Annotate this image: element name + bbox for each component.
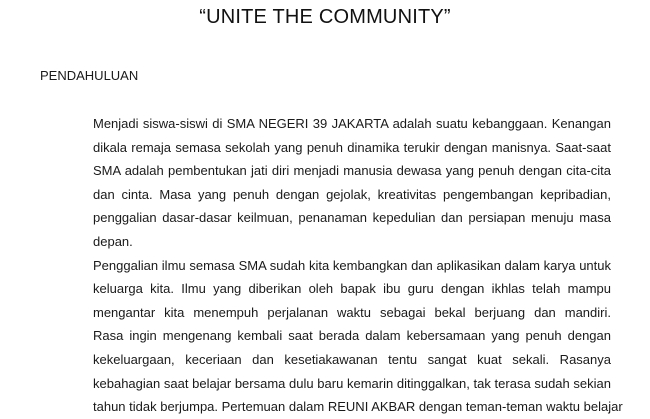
text-line: depan. [93, 233, 133, 249]
text-line: dan cinta. Masa yang penuh dengan gejolak, kreativitas pengembangan kepribadian, [93, 186, 611, 202]
paragraph-2 [93, 254, 623, 419]
text-line: mengantar kita menempuh perjalanan waktu sebagai bekal berjuang dan mandiri. [93, 304, 611, 320]
document-body [93, 112, 623, 419]
text-line: dikala remaja semasa sekolah yang penuh dinamika terukir dengan manisnya. Saat-saat [93, 139, 611, 155]
text-line: penggalian dasar-dasar keilmuan, penanaman kepedulian dan persiapan menuju masa [93, 210, 611, 226]
paragraph-1 [93, 112, 611, 254]
text-line: tahun tidak berjumpa. Pertemuan dalam REUNI AKBAR dengan teman-teman waktu belajar [93, 399, 623, 415]
text-line: keluarga kita. Ilmu yang diberikan oleh bapak ibu guru dengan ikhlas telah mampu [93, 281, 611, 297]
text-line: Menjadi siswa-siswi di SMA NEGERI 39 JAKARTA adalah suatu kebanggaan. Kenangan [93, 116, 611, 131]
text-line: kekeluargaan, keceriaan dan kesetiakawanan tentu sangat kuat sekali. Rasanya [93, 351, 611, 367]
document-title: “UNITE THE COMMUNITY” [199, 6, 451, 28]
text-line: Penggalian ilmu semasa SMA sudah kita kembangkan dan aplikasikan dalam karya untuk [93, 257, 611, 273]
text-line: kebahagian saat belajar bersama dulu baru kemarin ditinggalkan, tak terasa sudah sekian [93, 375, 611, 391]
text-line: SMA adalah pembentukan jati diri menjadi manusia dewasa yang penuh dengan cita-cita [93, 163, 611, 179]
section-heading: PENDAHULUAN [40, 68, 139, 83]
text-line: Rasa ingin mengenang kembali saat berada dalam kebersamaan yang penuh dengan [93, 328, 611, 344]
